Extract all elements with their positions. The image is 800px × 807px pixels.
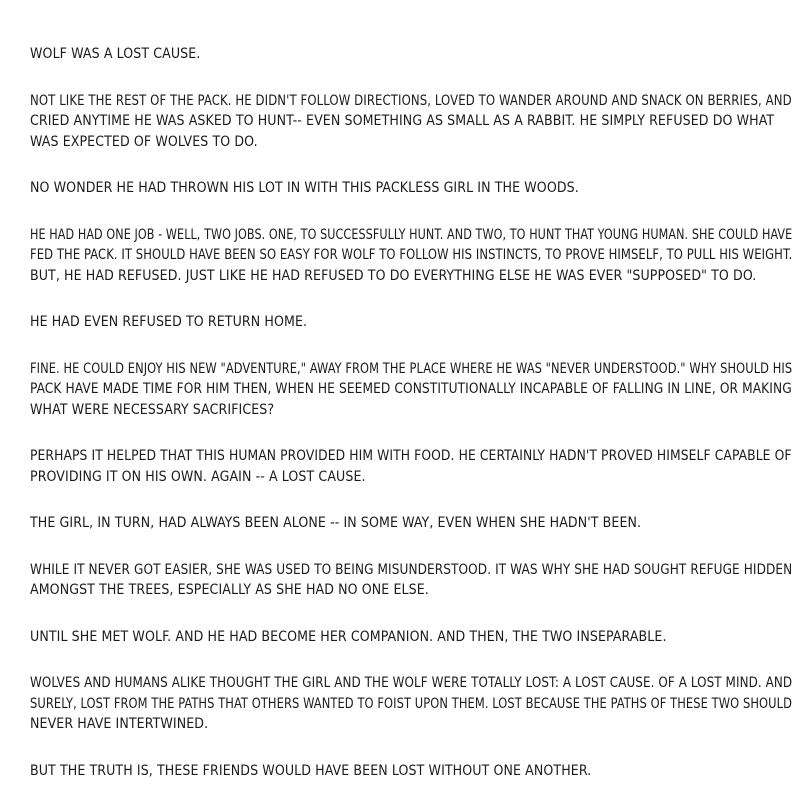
story-paragraph — [30, 178, 792, 199]
paragraph-line: FED THE PACK. IT SHOULD HAVE BEEN SO EASY FOR WOLF TO FOLLOW HIS INSTINCTS, TO PROVE HIMSELF, TO PULL HIS WEIGHT. — [30, 247, 793, 263]
paragraph-line: CRIED ANYTIME HE WAS ASKED TO HUNT-- EVEN SOMETHING AS SMALL AS A RABBIT. HE SIMPLY REFUSED DO WHAT — [30, 113, 775, 129]
story-paragraph — [30, 44, 792, 65]
paragraph-line: SURELY, LOST FROM THE PATHS THAT OTHERS WANTED TO FOIST UPON THEM. LOST BECAUSE THE PATHS OF THESE TWO SHOULD — [30, 695, 793, 712]
paragraph-line: WHILE IT NEVER GOT EASIER, SHE WAS USED TO BEING MISUNDERSTOOD. IT WAS WHY SHE HAD SOUGHT REFUGE HIDDEN — [30, 561, 793, 578]
paragraph-line: BUT, HE HAD REFUSED. JUST LIKE HE HAD REFUSED TO DO EVERYTHING ELSE HE WAS EVER "SUPPOSED" TO DO. — [30, 267, 757, 284]
paragraph-line: FINE. HE COULD ENJOY HIS NEW "ADVENTURE," AWAY FROM THE PLACE WHERE HE WAS "NEVER UNDERSTOOD." WHY SHOULD HIS — [30, 360, 793, 377]
paragraph-line: PERHAPS IT HELPED THAT THIS HUMAN PROVIDED HIM WITH FOOD. HE CERTAINLY HADN'T PROVED HIMSELF CAPABLE OF — [30, 448, 792, 464]
paragraph-line: NEVER HAVE INTERTWINED. — [30, 716, 209, 732]
paragraph-line: BUT THE TRUTH IS, THESE FRIENDS WOULD HAVE BEEN LOST WITHOUT ONE ANOTHER. — [30, 762, 592, 779]
paragraph-line: UNTIL SHE MET WOLF. AND HE HAD BECOME HER COMPANION. AND THEN, THE TWO INSEPARABLE. — [30, 628, 667, 645]
paragraph-line: NOT LIKE THE REST OF THE PACK. HE DIDN'T FOLLOW DIRECTIONS, LOVED TO WANDER AROUND AND SNACK ON BERRIES, AND — [30, 92, 792, 109]
paragraph-line: HE HAD HAD ONE JOB - WELL, TWO JOBS. ONE, TO SUCCESSFULLY HUNT. AND TWO, TO HUNT THAT YOUNG HUMAN. SHE COULD HAVE — [30, 226, 793, 243]
paragraph-line: WOLVES AND HUMANS ALIKE THOUGHT THE GIRL AND THE WOLF WERE TOTALLY LOST: A LOST CAUSE. OF A LOST MIND. AND — [30, 675, 793, 691]
story-paragraph — [30, 312, 792, 333]
story-paragraph — [30, 627, 792, 648]
story-paragraph — [30, 673, 792, 735]
paragraph-line: AMONGST THE TREES, ESPECIALLY AS SHE HAD NO ONE ELSE. — [30, 582, 429, 598]
paragraph-line: WHAT WERE NECESSARY SACRIFICES? — [30, 401, 275, 418]
paragraph-line: THE GIRL, IN TURN, HAD ALWAYS BEEN ALONE -- IN SOME WAY, EVEN WHEN SHE HADN'T BEEN. — [30, 515, 642, 531]
paragraph-line: NO WONDER HE HAD THROWN HIS LOT IN WITH THIS PACKLESS GIRL IN THE WOODS. — [30, 180, 579, 196]
paragraph-line: HE HAD EVEN REFUSED TO RETURN HOME. — [30, 314, 308, 330]
story-paragraph — [30, 359, 792, 421]
story-paragraph — [30, 560, 792, 601]
story-paragraph — [30, 761, 792, 782]
paragraph-line: PROVIDING IT ON HIS OWN. AGAIN -- A LOST CAUSE. — [30, 468, 366, 485]
story-paragraph — [30, 513, 792, 534]
story-paragraph — [30, 446, 792, 487]
story-paragraph — [30, 91, 792, 153]
paragraph-line: PACK HAVE MADE TIME FOR HIM THEN, WHEN HE SEEMED CONSTITUTIONALLY INCAPABLE OF FALLING IN LINE, OR MAKING — [30, 381, 792, 397]
story-text — [30, 44, 792, 807]
paragraph-line: WOLF WAS A LOST CAUSE. — [30, 46, 201, 62]
story-paragraph — [30, 225, 792, 287]
paragraph-line: WAS EXPECTED OF WOLVES TO DO. — [30, 133, 258, 150]
